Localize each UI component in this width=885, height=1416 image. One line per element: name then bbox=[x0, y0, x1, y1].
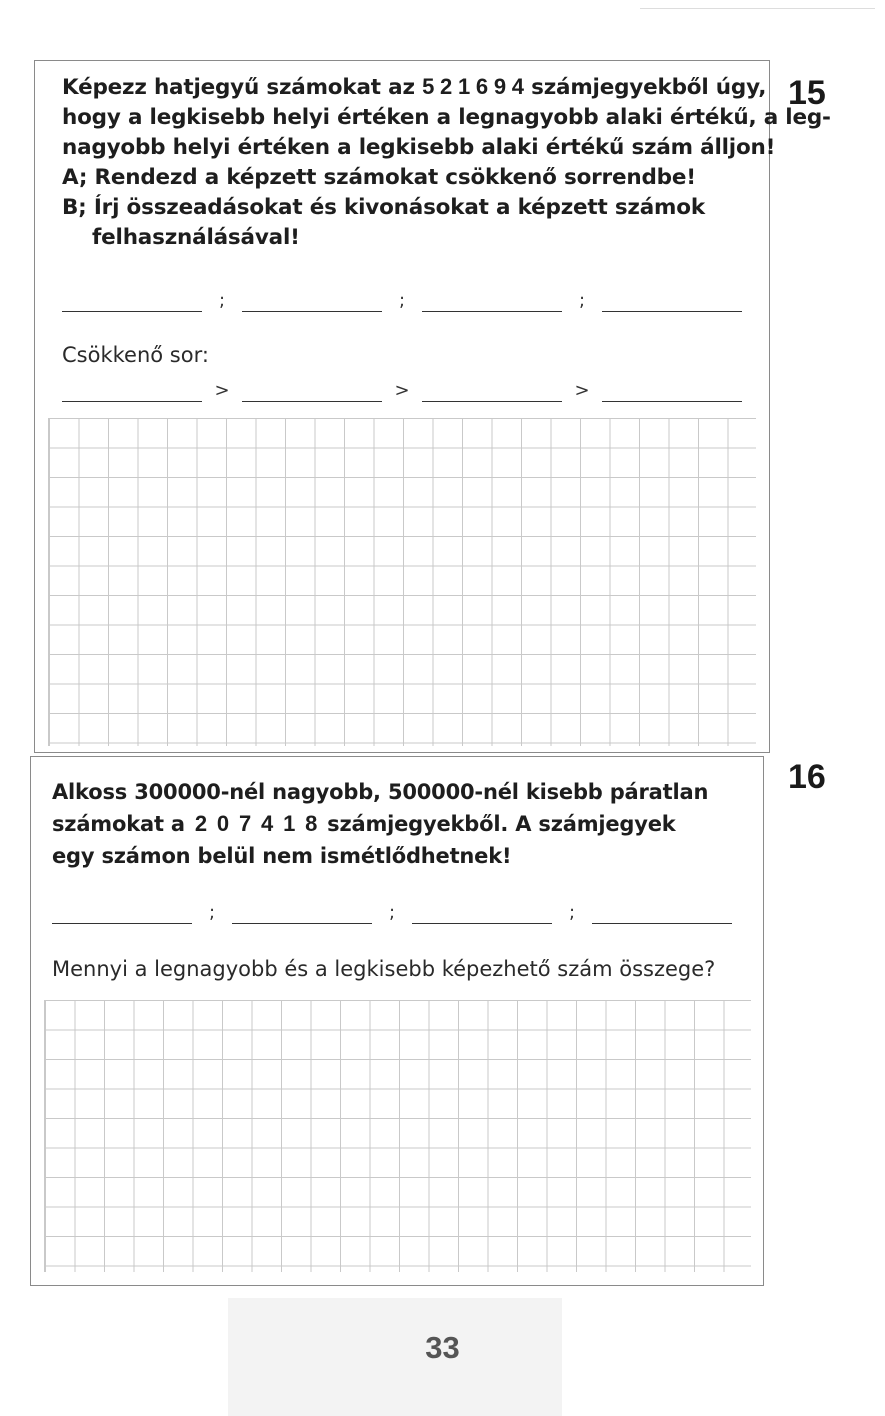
task-15-line-2: hogy a legkisebb helyi értéken a legnagyobb alaki értékű, a leg- bbox=[62, 105, 831, 130]
task-15-part-b: B; Írj összeadásokat és kivonásokat a képzett számok bbox=[62, 195, 705, 220]
task-16-upper-bound: 500000 bbox=[387, 780, 475, 804]
task-16-digit: 1 bbox=[283, 811, 296, 836]
task-16-digit: 8 bbox=[305, 811, 318, 836]
separator: ; bbox=[218, 290, 226, 311]
task-16-lower-bound: 300000 bbox=[134, 780, 221, 804]
answer-blank[interactable] bbox=[62, 291, 202, 312]
greater-than-sign: > bbox=[574, 380, 590, 401]
task-16-number: 16 bbox=[788, 758, 826, 796]
task-16-question: Mennyi a legnagyobb és a legkisebb képezhető szám összege? bbox=[52, 957, 716, 981]
task-16-digit: 2 bbox=[194, 811, 207, 836]
answer-blank[interactable] bbox=[412, 903, 552, 924]
answer-blank[interactable] bbox=[232, 903, 372, 924]
answer-blank[interactable] bbox=[602, 291, 742, 312]
task-16-line-1 bbox=[52, 776, 752, 808]
task-16-digit: 4 bbox=[261, 811, 274, 836]
task-16-line-2 bbox=[52, 808, 752, 840]
page-number: 33 bbox=[425, 1330, 460, 1365]
task-15-answer-row bbox=[62, 290, 742, 312]
task-16-line-3: egy számon belül nem ismétlődhetnek! bbox=[52, 844, 512, 868]
task-15-part-b-cont: felhasználásával! bbox=[92, 225, 300, 250]
task-16-line-2-end: számjegyekből. A számjegyek bbox=[327, 812, 676, 836]
order-blank[interactable] bbox=[422, 381, 562, 402]
order-blank[interactable] bbox=[242, 381, 382, 402]
task-15-number: 15 bbox=[788, 74, 826, 112]
task-16-digit: 0 bbox=[216, 811, 229, 836]
task-16-line-2-start: számokat a bbox=[52, 812, 185, 836]
order-blank[interactable] bbox=[602, 381, 742, 402]
answer-blank[interactable] bbox=[242, 291, 382, 312]
task-15-digits: 5 2 1 6 9 4 bbox=[422, 74, 524, 99]
task-15-line-1-end: számjegyekből úgy, bbox=[523, 75, 767, 100]
greater-than-sign: > bbox=[214, 380, 230, 401]
separator: ; bbox=[568, 902, 576, 923]
task-16-work-grid[interactable] bbox=[44, 1000, 751, 1272]
task-15-order-row bbox=[62, 380, 742, 402]
answer-blank[interactable] bbox=[422, 291, 562, 312]
greater-than-sign: > bbox=[394, 380, 410, 401]
answer-blank[interactable] bbox=[592, 903, 732, 924]
task-16-line-1-mid: -nél nagyobb, bbox=[220, 780, 388, 804]
order-label: Csökkenő sor: bbox=[62, 343, 209, 367]
answer-blank[interactable] bbox=[52, 903, 192, 924]
task-16-instructions bbox=[52, 776, 752, 872]
separator: ; bbox=[578, 290, 586, 311]
task-16-line-1-end: -nél kisebb páratlan bbox=[474, 780, 709, 804]
separator: ; bbox=[388, 902, 396, 923]
task-15-line-1 bbox=[62, 72, 767, 103]
task-15-part-a: A; Rendezd a képzett számokat csökkenő sorrendbe! bbox=[62, 165, 696, 190]
task-16-line-1-start: Alkoss bbox=[52, 780, 135, 804]
task-15-line-3: nagyobb helyi értéken a legkisebb alaki értékű szám álljon! bbox=[62, 135, 776, 160]
task-16-answer-row bbox=[52, 902, 732, 924]
separator: ; bbox=[208, 902, 216, 923]
separator: ; bbox=[398, 290, 406, 311]
page-edge-line bbox=[640, 8, 875, 9]
task-15-line-1-start: Képezz hatjegyű számokat az bbox=[62, 75, 423, 100]
task-16-digit: 7 bbox=[238, 811, 252, 836]
task-15-work-grid[interactable] bbox=[48, 418, 756, 746]
order-blank[interactable] bbox=[62, 381, 202, 402]
